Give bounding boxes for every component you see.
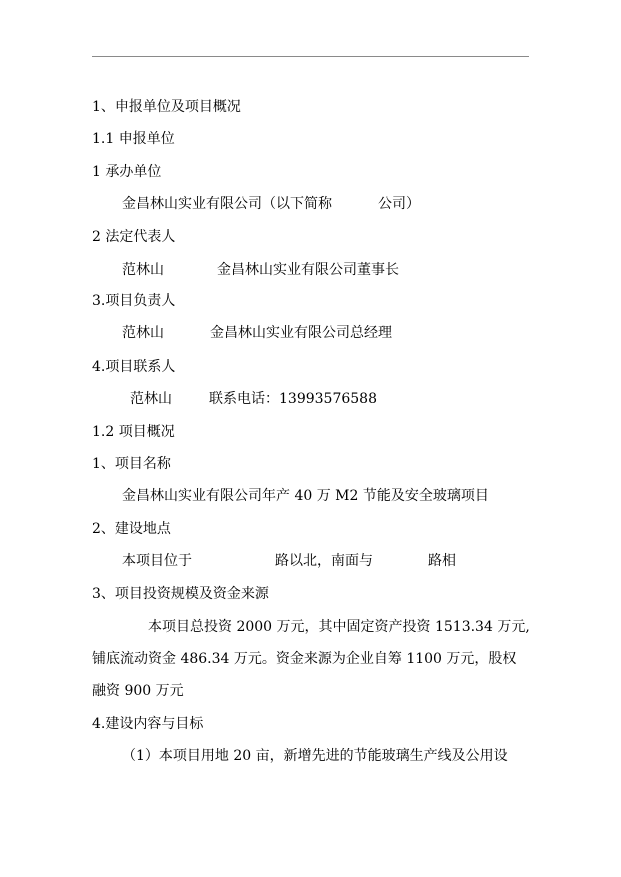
sub-4-heading: 4.建设内容与目标: [92, 716, 204, 732]
sub-3-line-3: 融资 900 万元: [92, 683, 184, 699]
item-2-name: 范林山: [122, 262, 164, 278]
item-3-title: 金昌林山实业有限公司总经理: [210, 325, 392, 341]
sub-2-part-1: 本项目位于: [122, 553, 192, 569]
item-4-label: 4.项目联系人: [92, 359, 176, 375]
item-1-value-suffix: 公司）: [378, 196, 420, 212]
item-4-phone: 联系电话：13993576588: [209, 391, 377, 407]
item-3-name: 范林山: [122, 325, 164, 341]
sub-3-line-1: 本项目总投资 2000 万元，其中固定资产投资 1513.34 万元,: [148, 619, 530, 635]
item-4-name: 范林山: [130, 391, 172, 407]
sub-1-heading: 1、项目名称: [92, 456, 171, 472]
item-2-title: 金昌林山实业有限公司董事长: [217, 262, 399, 278]
sub-2-part-2: 路以北，南面与: [275, 553, 373, 569]
section-1-1-heading: 1.1 申报单位: [92, 131, 175, 147]
item-2-label: 2 法定代表人: [92, 229, 176, 245]
sub-3-heading: 3、项目投资规模及资金来源: [92, 586, 269, 602]
item-1-label: 1 承办单位: [92, 164, 162, 180]
sub-1-value: 金昌林山实业有限公司年产 40 万 M2 节能及安全玻璃项目: [122, 488, 489, 504]
item-3-label: 3.项目负责人: [92, 293, 176, 309]
sub-2-part-3: 路相: [428, 553, 456, 569]
sub-2-heading: 2、建设地点: [92, 521, 171, 537]
sub-4-line-1: （1）本项目用地 20 亩，新增先进的节能玻璃生产线及公用设: [122, 748, 508, 764]
item-1-value: 金昌林山实业有限公司（以下简称: [122, 196, 332, 212]
section-1-heading: 1、申报单位及项目概况: [92, 99, 241, 115]
sub-3-line-2: 铺底流动资金 486.34 万元。资金来源为企业自筹 1100 万元，股权: [92, 651, 517, 667]
section-1-2-heading: 1.2 项目概况: [92, 424, 175, 440]
header-rule: [92, 56, 529, 57]
